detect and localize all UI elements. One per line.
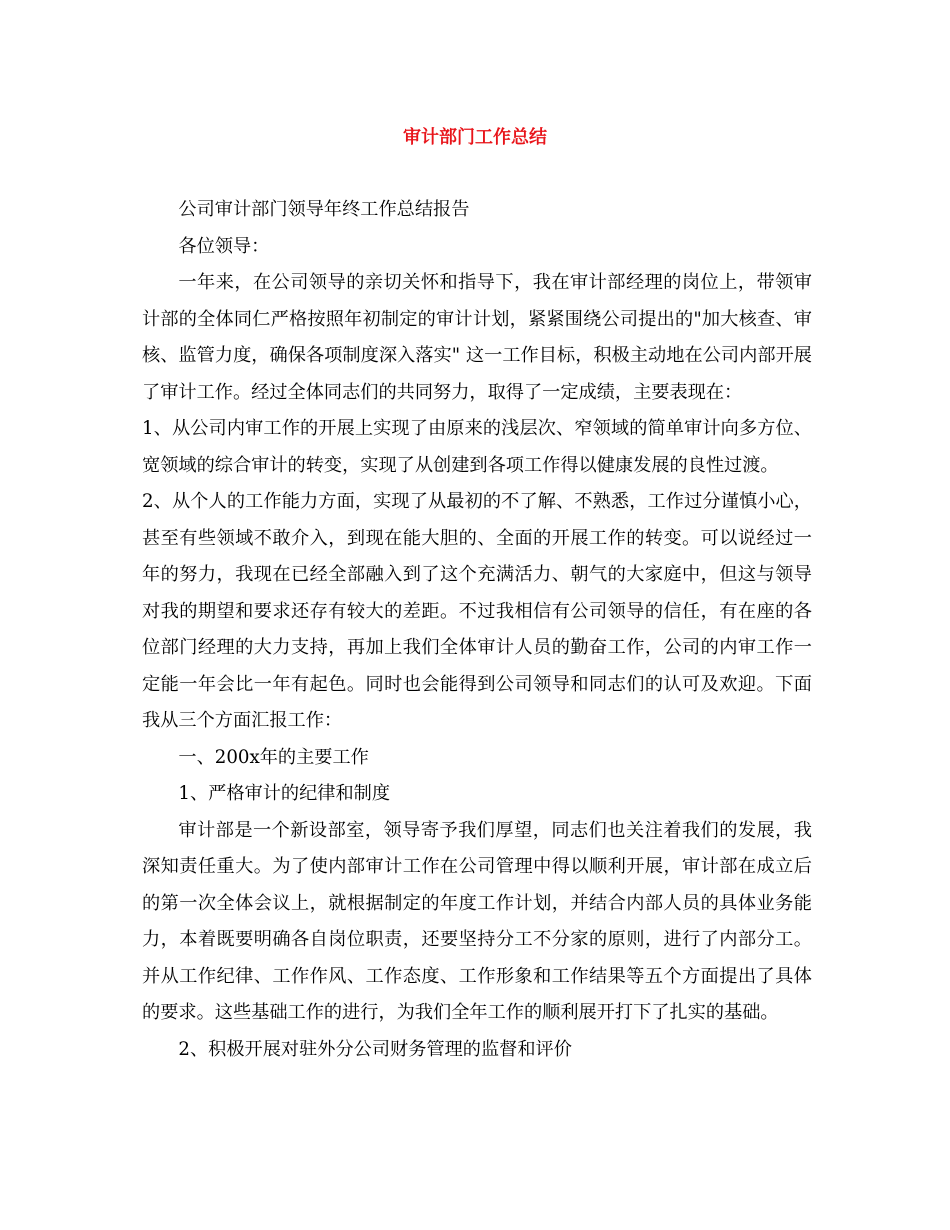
subheading-branch-supervision: 2、积极开展对驻外分公司财务管理的监督和评价 xyxy=(178,1038,572,1060)
paragraph-point-1: 1、从公司内审工作的开展上实现了由原来的浅层次、窄领域的简单审计向多方位、宽领域的综合审计的转变，实现了从创建到各项工作得以健康发展的良性过渡。 xyxy=(142,418,812,476)
document-title: 审计部门工作总结 xyxy=(403,127,547,148)
paragraph-discipline-detail: 审计部是一个新设部室，领导寄予我们厚望，同志们也关注着我们的发展，我深知责任重大。为了使内部审计工作在公司管理中得以顺利开展，审计部在成立后的第一次全体会议上，就根据制定的年度工作计划，并结合内部人员的具体业务能力，本着既要明确各自岗位职责，还要坚持分工不分家的原则，进行了内部分工。并从工作纪律、工作作风、工作态度、工作形象和工作结果等五个方面提出了具体的要求。这些基础工作的进行，为我们全年工作的顺利展开打下了扎实的基础。 xyxy=(142,819,812,1023)
document-body xyxy=(142,192,812,1068)
paragraph-point-2: 2、从个人的工作能力方面，实现了从最初的不了解、不熟悉，工作过分谨慎小心，甚至有些领域不敢介入，到现在能大胆的、全面的开展工作的转变。可以说经过一年的努力，我现在已经全部融入到了这个充满活力、朝气的大家庭中，但这与领导对我的期望和要求还存有较大的差距。不过我相信有公司领导的信任，有在座的各位部门经理的大力支持，再加上我们全体审计人员的勤奋工作，公司的内审工作一定能一年会比一年有起色。同时也会能得到公司领导和同志们的认可及欢迎。下面我从三个方面汇报工作： xyxy=(142,491,812,731)
paragraph-intro: 一年来，在公司领导的亲切关怀和指导下，我在审计部经理的岗位上，带领审计部的全体同仁严格按照年初制定的审计计划，紧紧围绕公司提出的"加大核查、审核、监管力度，确保各项制度深入落实" 这一工作目标，积极主动地在公司内部开展了审计工作。经过全体同志们的共同努力，取得了一定成绩，主要表现在： xyxy=(142,272,812,403)
paragraph-salutation: 各位领导： xyxy=(178,235,270,257)
paragraph-report-heading: 公司审计部门领导年终工作总结报告 xyxy=(178,199,470,220)
section-heading-main-work: 一、200x年的主要工作 xyxy=(178,746,369,768)
subheading-discipline: 1、严格审计的纪律和制度 xyxy=(178,783,391,804)
